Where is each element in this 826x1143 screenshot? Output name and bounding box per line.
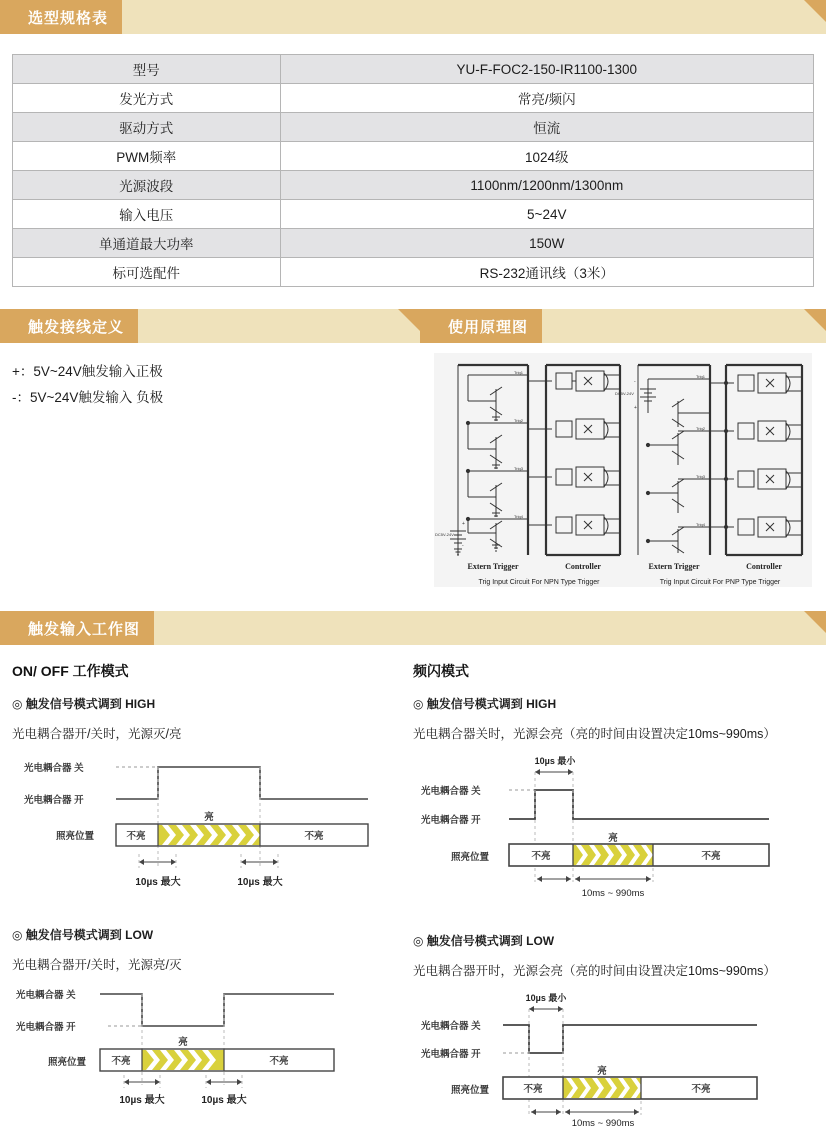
- wiring-line-negative: -：5V~24V触发输入 负极: [12, 390, 164, 405]
- row-label-on: 光电耦合器 开: [24, 795, 84, 806]
- banner-fill: [542, 309, 826, 343]
- segment-label-off-right: 不亮: [269, 1056, 289, 1067]
- spec-value: 150W: [280, 229, 813, 258]
- banner-fill: [122, 0, 826, 34]
- spec-key: 单通道最大功率: [13, 229, 281, 258]
- svg-text:+: +: [462, 521, 465, 527]
- trigger-block-low: [12, 926, 399, 1111]
- svg-text:Trig1: Trig1: [696, 374, 705, 379]
- spec-value: 5~24V: [280, 200, 813, 229]
- spec-value: RS-232通讯线（3米）: [280, 258, 813, 287]
- dim-label-left: 10µs 最大: [119, 1095, 165, 1106]
- spec-key: 输入电压: [13, 200, 281, 229]
- segment-label-on: 亮: [608, 833, 618, 844]
- section-banner-spec: [0, 0, 826, 34]
- strobe-block-high: [413, 695, 800, 902]
- block-spacer: [12, 912, 399, 926]
- schematic-caption-pnp: Trig Input Circuit For PNP Type Trigger: [659, 579, 781, 586]
- block-spacer: [413, 918, 800, 932]
- row-label-on: 光电耦合器 开: [421, 815, 481, 826]
- schematic-right-label-npn: Controller: [565, 562, 601, 571]
- section-title-trigger: 触发输入工作图: [0, 611, 154, 645]
- table-row: [13, 55, 814, 84]
- spec-value: 恒流: [280, 113, 813, 142]
- desc-label: 光电耦合器开时，光源会亮（亮的时间由设置决定10ms~990ms）: [413, 964, 776, 978]
- waveform-path: [509, 790, 769, 819]
- spec-value: 1024级: [280, 142, 813, 171]
- trigger-working-section: [0, 611, 826, 1143]
- schematic-image-wrapper: [420, 343, 826, 587]
- spec-table: [12, 54, 814, 287]
- segment-label-off-left: 不亮: [531, 851, 551, 862]
- strobe-block-low: [413, 932, 800, 1127]
- svg-text:-: -: [634, 379, 636, 385]
- dim-label-left: 10µs 最大: [135, 877, 181, 888]
- bullet-label: ◎ 触发信号模式调到 LOW: [12, 928, 154, 942]
- trigger-circuit-svg: [434, 353, 812, 587]
- bullet-label: ◎ 触发信号模式调到 LOW: [413, 934, 555, 948]
- spec-key: 驱动方式: [13, 113, 281, 142]
- spec-key: 发光方式: [13, 84, 281, 113]
- track-label: 照亮位置: [451, 852, 490, 863]
- schematic-left-label-npn: Extern Trigger: [467, 562, 519, 571]
- schematic-column: [420, 309, 826, 587]
- segment-label-on: 亮: [178, 1037, 188, 1048]
- desc-label: 光电耦合器开/关时，光源亮/灭: [12, 958, 182, 972]
- banner-corner-triangle: [804, 309, 826, 331]
- wiring-column: [0, 309, 420, 587]
- spec-key: PWM频率: [13, 142, 281, 171]
- table-row: [13, 229, 814, 258]
- dim-label-bottom: 10ms ~ 990ms: [581, 888, 645, 899]
- dim-label-top: 10µs 最小: [534, 756, 576, 766]
- timing-chart-strobe-low: [413, 987, 800, 1127]
- section-title-spec: 选型规格表: [0, 0, 122, 34]
- timing-chart-onoff-low: [12, 981, 399, 1111]
- segment-label-on: 亮: [597, 1066, 607, 1077]
- wiring-and-schematic-row: [0, 309, 826, 587]
- waveform-path: [116, 767, 368, 799]
- track-label: 照亮位置: [451, 1085, 490, 1096]
- row-label-on: 光电耦合器 开: [421, 1049, 481, 1060]
- banner-corner-triangle: [804, 611, 826, 633]
- svg-text:DC5V-24V: DC5V-24V: [435, 532, 454, 537]
- spec-value: 常亮/频闪: [280, 84, 813, 113]
- section-title-wiring: 触发接线定义: [0, 309, 138, 343]
- bullet-label: ◎ 触发信号模式调到 HIGH: [12, 697, 156, 711]
- schematic-diagram-image: [434, 353, 812, 587]
- dim-label-right: 10µs 最大: [237, 877, 283, 888]
- trigger-mode-strobe: [413, 661, 814, 1143]
- mode-title: ON/ OFF 工作模式: [12, 663, 129, 679]
- segment-label-on: 亮: [204, 812, 214, 823]
- row-label-off: 光电耦合器 关: [16, 990, 76, 1001]
- spec-key: 标可选配件: [13, 258, 281, 287]
- segment-label-off-left: 不亮: [523, 1084, 543, 1095]
- track-label: 照亮位置: [48, 1057, 87, 1068]
- banner-corner-triangle: [804, 0, 826, 22]
- section-banner-trigger: [0, 611, 826, 645]
- spec-value: 1100nm/1200nm/1300nm: [280, 171, 813, 200]
- spec-table-body: [13, 55, 814, 287]
- mode-title: 频闪模式: [413, 663, 469, 679]
- spec-value: YU-F-FOC2-150-IR1100-1300: [280, 55, 813, 84]
- banner-fill: [154, 611, 826, 645]
- svg-text:-: -: [462, 543, 464, 549]
- schematic-right-label-pnp: Controller: [746, 562, 782, 571]
- row-label-off: 光电耦合器 关: [421, 1021, 481, 1032]
- table-row: [13, 171, 814, 200]
- wiring-line-positive: +：5V~24V触发输入正极: [12, 364, 163, 379]
- table-row: [13, 113, 814, 142]
- svg-text:Trig1: Trig1: [514, 370, 523, 375]
- segment-label-off-right: 不亮: [701, 851, 721, 862]
- row-label-on: 光电耦合器 开: [16, 1022, 76, 1033]
- svg-text:Trig3: Trig3: [696, 474, 705, 479]
- row-label-off: 光电耦合器 关: [421, 786, 481, 797]
- svg-text:+: +: [634, 405, 637, 411]
- dim-label-top: 10µs 最小: [525, 993, 567, 1003]
- banner-fill: [138, 309, 420, 343]
- svg-text:Trig2: Trig2: [514, 418, 523, 423]
- segment-label-off-left: 不亮: [126, 831, 146, 842]
- row-label-off: 光电耦合器 关: [24, 763, 84, 774]
- trigger-mode-onoff: [12, 661, 413, 1143]
- desc-label: 光电耦合器开/关时，光源灭/亮: [12, 727, 182, 741]
- table-row: [13, 84, 814, 113]
- trigger-modes-grid: [0, 661, 826, 1143]
- spec-key: 型号: [13, 55, 281, 84]
- spec-key: 光源波段: [13, 171, 281, 200]
- table-row: [13, 258, 814, 287]
- desc-label: 光电耦合器关时，光源会亮（亮的时间由设置决定10ms~990ms）: [413, 727, 776, 741]
- timing-chart-onoff-high: [12, 750, 399, 896]
- table-row: [13, 200, 814, 229]
- segment-label-off-left: 不亮: [111, 1056, 131, 1067]
- banner-corner-triangle: [398, 309, 420, 331]
- schematic-caption-npn: Trig Input Circuit For NPN Type Trigger: [478, 579, 600, 586]
- section-banner-wiring: [0, 309, 420, 343]
- trigger-block-high: [12, 695, 399, 896]
- svg-text:Trig2: Trig2: [696, 426, 705, 431]
- segment-label-off-right: 不亮: [691, 1084, 711, 1095]
- svg-text:Trig4: Trig4: [696, 522, 705, 527]
- section-banner-schematic: [420, 309, 826, 343]
- section-title-schematic: 使用原理图: [420, 309, 542, 343]
- segment-label-off-right: 不亮: [304, 831, 324, 842]
- dim-label-right: 10µs 最大: [201, 1095, 247, 1106]
- bullet-label: ◎ 触发信号模式调到 HIGH: [413, 697, 557, 711]
- svg-text:Trig4: Trig4: [514, 514, 523, 519]
- table-row: [13, 142, 814, 171]
- wiring-definition-text: [0, 343, 420, 411]
- dim-label-bottom: 10ms ~ 990ms: [571, 1118, 635, 1127]
- timing-chart-strobe-high: [413, 750, 800, 902]
- svg-text:DC5V-24V: DC5V-24V: [615, 391, 634, 396]
- track-label: 照亮位置: [56, 831, 95, 842]
- svg-text:Trig3: Trig3: [514, 466, 523, 471]
- spec-table-wrapper: [0, 34, 826, 287]
- schematic-left-label-pnp: Extern Trigger: [648, 562, 700, 571]
- waveform-path: [100, 994, 334, 1026]
- waveform-path: [503, 1025, 757, 1053]
